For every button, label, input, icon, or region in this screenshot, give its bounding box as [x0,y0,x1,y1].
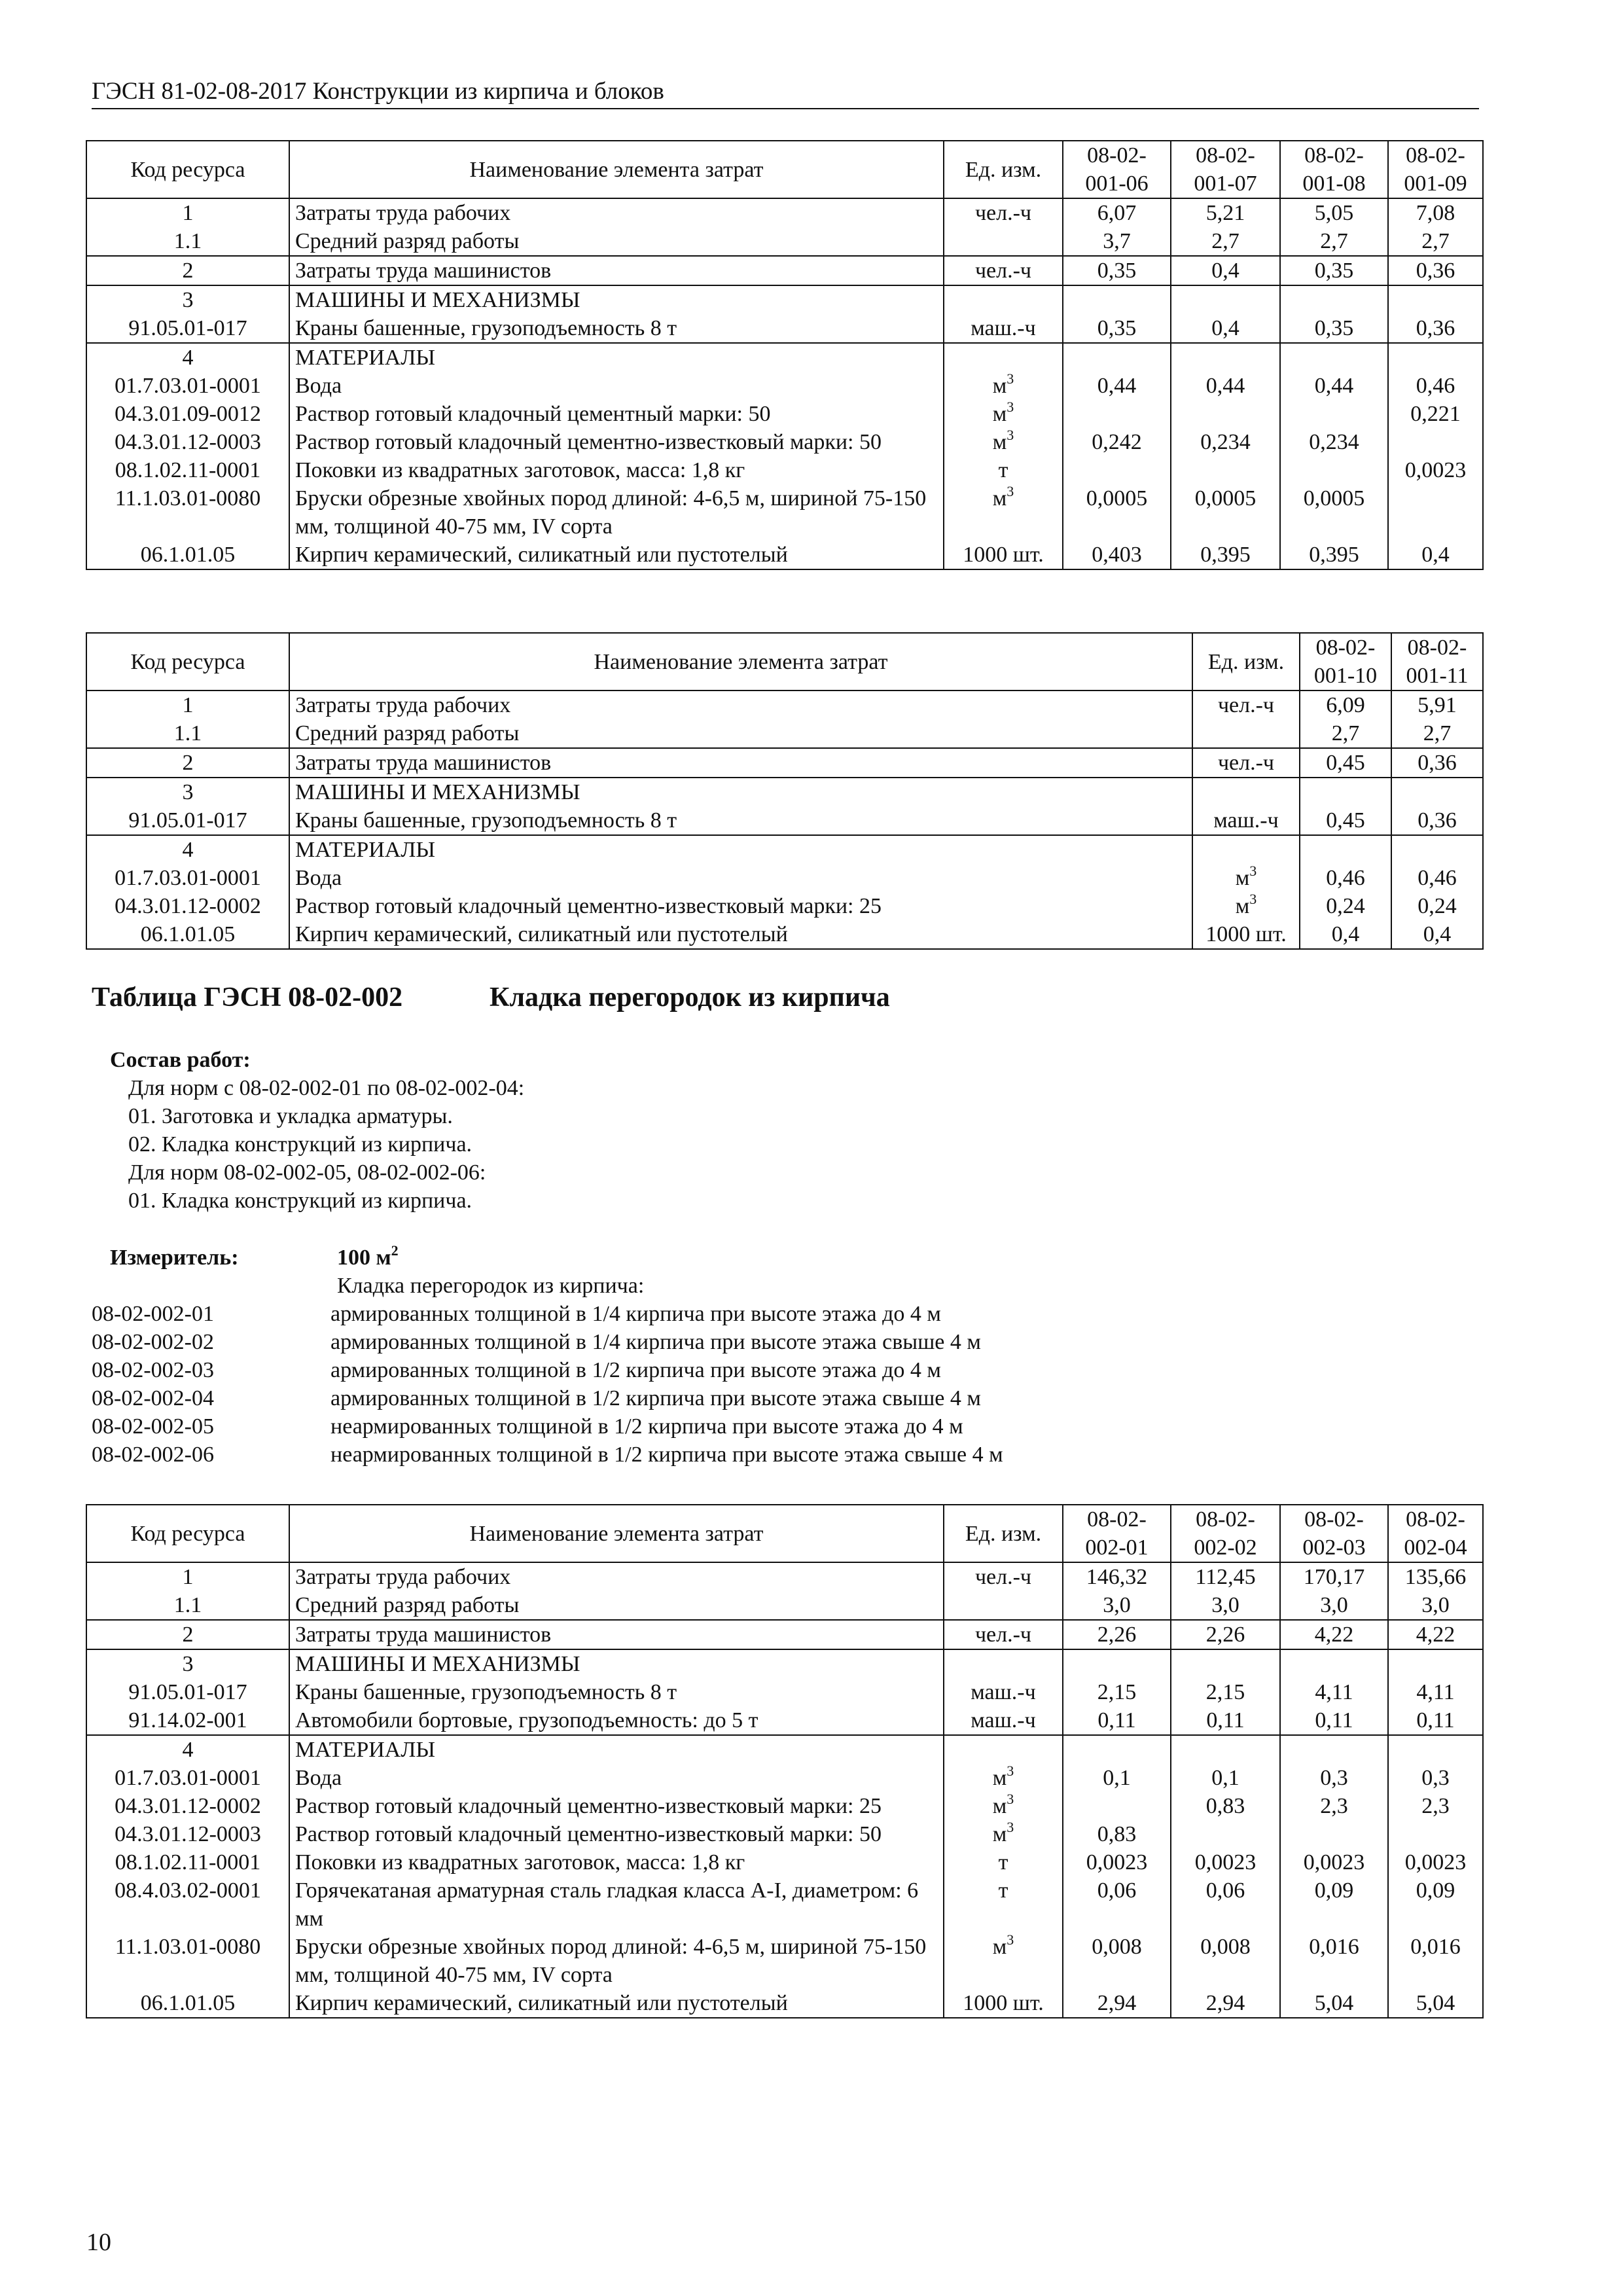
table-row: 1 Затраты труда рабочих чел.-ч 146,32 112,45 170,17 135,66 [86,1562,1483,1591]
table-header-row [86,633,1483,691]
table-row: 04.3.01.09-0012 Раствор готовый кладочный цементный марки: 50 $м^3$ 0,221 [86,400,1483,428]
norm-text: армированных толщиной в 1/2 кирпича при высоте этажа до 4 м [330,1358,941,1382]
header-unit: Ед. изм. [944,1505,1063,1562]
table-row: 91.05.01-017 Краны башенные, грузоподъемность 8 т маш.-ч 0,45 0,36 [86,806,1483,835]
norm-code: 08-02-002-06 [92,1443,214,1467]
section-row: 3 МАШИНЫ И МЕХАНИЗМЫ [86,778,1483,806]
table-row: 08.4.03.02-0001 Горячекатаная арматурная сталь гладкая класса А-I, диаметром: 6 мм т 0,06 0,06 0,09 0,09 [86,1876,1483,1933]
work-line: Для норм с 08-02-002-01 по 08-02-002-04: [128,1076,525,1100]
header-resource-code: Код ресурса [86,1505,289,1562]
header-norm: 08-02-002-01 [1063,1505,1171,1562]
measure-value: 100 $м^2$ [337,1242,399,1270]
table-title [92,982,890,1013]
header-unit: Ед. изм. [1192,633,1300,691]
table-row: 2 Затраты труда машинистов чел.-ч 0,35 0,4 0,35 0,36 [86,256,1483,285]
header-norm: 08-02-002-03 [1280,1505,1388,1562]
norm-text: армированных толщиной в 1/2 кирпича при высоте этажа свыше 4 м [330,1386,981,1410]
table-row: 91.14.02-001 Автомобили бортовые, грузоподъемность: до 5 т маш.-ч 0,11 0,11 0,11 0,11 [86,1706,1483,1735]
header-norm: 08-02-002-02 [1171,1505,1280,1562]
table-row: 91.05.01-017 Краны башенные, грузоподъемность 8 т маш.-ч 0,35 0,4 0,35 0,36 [86,314,1483,343]
header-norm: 08-02-001-08 [1280,141,1388,198]
table-row: 04.3.01.12-0002 Раствор готовый кладочный цементно-известковый марки: 25 $м^3$ 0,24 0,24 [86,892,1483,920]
table-row: 06.1.01.05 Кирпич керамический, силикатный или пустотелый 1000 шт. 0,403 0,395 0,395 0,4 [86,541,1483,569]
table-row: 01.7.03.01-0001 Вода $м^3$ 0,46 0,46 [86,864,1483,892]
norm-text: неармированных толщиной в 1/2 кирпича при высоте этажа свыше 4 м [330,1443,1003,1467]
table-row: 04.3.01.12-0002 Раствор готовый кладочный цементно-известковый марки: 25 $м^3$ 0,83 2,3 2,3 [86,1792,1483,1820]
norm-text: армированных толщиной в 1/4 кирпича при высоте этажа свыше 4 м [330,1330,981,1354]
section-row: 4 МАТЕРИАЛЫ [86,835,1483,864]
section-row: 4 МАТЕРИАЛЫ [86,343,1483,372]
table-row: 04.3.01.12-0003 Раствор готовый кладочный цементно-известковый марки: 50 $м^3$ 0,242 0,234 0,234 [86,428,1483,456]
header-norm: 08-02-002-04 [1388,1505,1483,1562]
header-norm: 08-02-001-09 [1388,141,1483,198]
work-line: 02. Кладка конструкций из кирпича. [128,1132,473,1157]
norm-code: 08-02-002-05 [92,1414,214,1439]
work-line: 01. Заготовка и укладка арматуры. [128,1104,453,1128]
table-row: 08.1.02.11-0001 Поковки из квадратных заготовок, масса: 1,8 кг т 0,0023 0,0023 0,0023 0,0023 [86,1848,1483,1876]
measure-label: Измеритель: [110,1246,239,1270]
table-row: 1.1 Средний разряд работы 3,7 2,7 2,7 2,7 [86,227,1483,256]
table-row: 2 Затраты труда машинистов чел.-ч 2,26 2,26 4,22 4,22 [86,1620,1483,1649]
resource-table-1 [86,140,1484,570]
table-row: 1.1 Средний разряд работы 3,0 3,0 3,0 3,0 [86,1591,1483,1620]
header-norm: 08-02-001-10 [1300,633,1391,691]
table-header-row [86,1505,1483,1562]
header-cost-element: Наименование элемента затрат [289,1505,944,1562]
header-resource-code: Код ресурса [86,633,289,691]
running-header: ГЭСН 81-02-08-2017 Конструкции из кирпича и блоков [92,77,1479,109]
norm-text: неармированных толщиной в 1/2 кирпича при высоте этажа до 4 м [330,1414,963,1439]
table-row: 11.1.03.01-0080 Бруски обрезные хвойных пород длиной: 4-6,5 м, шириной 75-150 мм, толщиной 40-75 мм, IV сорта $м^3$ 0,0005 0,0005 0,0005 [86,484,1483,541]
section-row: 3 МАШИНЫ И МЕХАНИЗМЫ [86,1649,1483,1678]
table-row: 11.1.03.01-0080 Бруски обрезные хвойных пород длиной: 4-6,5 м, шириной 75-150 мм, толщиной 40-75 мм, IV сорта $м^3$ 0,008 0,008 0,016 0,016 [86,1933,1483,1989]
table-row: 1 Затраты труда рабочих чел.-ч 6,09 5,91 [86,691,1483,719]
work-line: 01. Кладка конструкций из кирпича. [128,1189,473,1213]
work-composition-label: Состав работ: [110,1048,251,1072]
table-name: Кладка перегородок из кирпича [490,982,890,1013]
resource-table-2 [86,632,1484,950]
table-row: 01.7.03.01-0001 Вода $м^3$ 0,44 0,44 0,44 0,46 [86,372,1483,400]
norm-code: 08-02-002-04 [92,1386,214,1410]
header-resource-code: Код ресурса [86,141,289,198]
table-number: Таблица ГЭСН 08-02-002 [92,982,403,1013]
section-row: 3 МАШИНЫ И МЕХАНИЗМЫ [86,285,1483,314]
measure-description: Кладка перегородок из кирпича: [337,1274,645,1298]
table-header-row [86,141,1483,198]
table-row: 1.1 Средний разряд работы 2,7 2,7 [86,719,1483,748]
table-row: 08.1.02.11-0001 Поковки из квадратных заготовок, масса: 1,8 кг т 0,0023 [86,456,1483,484]
resource-table-3 [86,1504,1484,2018]
norm-code: 08-02-002-03 [92,1358,214,1382]
table-row: 04.3.01.12-0003 Раствор готовый кладочный цементно-известковый марки: 50 $м^3$ 0,83 [86,1820,1483,1848]
header-norm: 08-02-001-06 [1063,141,1171,198]
header-cost-element: Наименование элемента затрат [289,141,944,198]
section-row: 4 МАТЕРИАЛЫ [86,1735,1483,1764]
table-row: 06.1.01.05 Кирпич керамический, силикатный или пустотелый 1000 шт. 2,94 2,94 5,04 5,04 [86,1989,1483,2018]
work-line: Для норм 08-02-002-05, 08-02-002-06: [128,1160,486,1185]
norm-code: 08-02-002-02 [92,1330,214,1354]
table-row: 91.05.01-017 Краны башенные, грузоподъемность 8 т маш.-ч 2,15 2,15 4,11 4,11 [86,1678,1483,1706]
header-cost-element: Наименование элемента затрат [289,633,1192,691]
header-norm: 08-02-001-07 [1171,141,1280,198]
norm-code: 08-02-002-01 [92,1302,214,1326]
table-row: 2 Затраты труда машинистов чел.-ч 0,45 0,36 [86,748,1483,778]
header-norm: 08-02-001-11 [1391,633,1483,691]
table-row: 1 Затраты труда рабочих чел.-ч 6,07 5,21 5,05 7,08 [86,198,1483,227]
page-number: 10 [86,2229,111,2256]
header-unit: Ед. изм. [944,141,1063,198]
table-row: 01.7.03.01-0001 Вода $м^3$ 0,1 0,1 0,3 0,3 [86,1764,1483,1792]
table-row: 06.1.01.05 Кирпич керамический, силикатный или пустотелый 1000 шт. 0,4 0,4 [86,920,1483,949]
norm-text: армированных толщиной в 1/4 кирпича при высоте этажа до 4 м [330,1302,941,1326]
